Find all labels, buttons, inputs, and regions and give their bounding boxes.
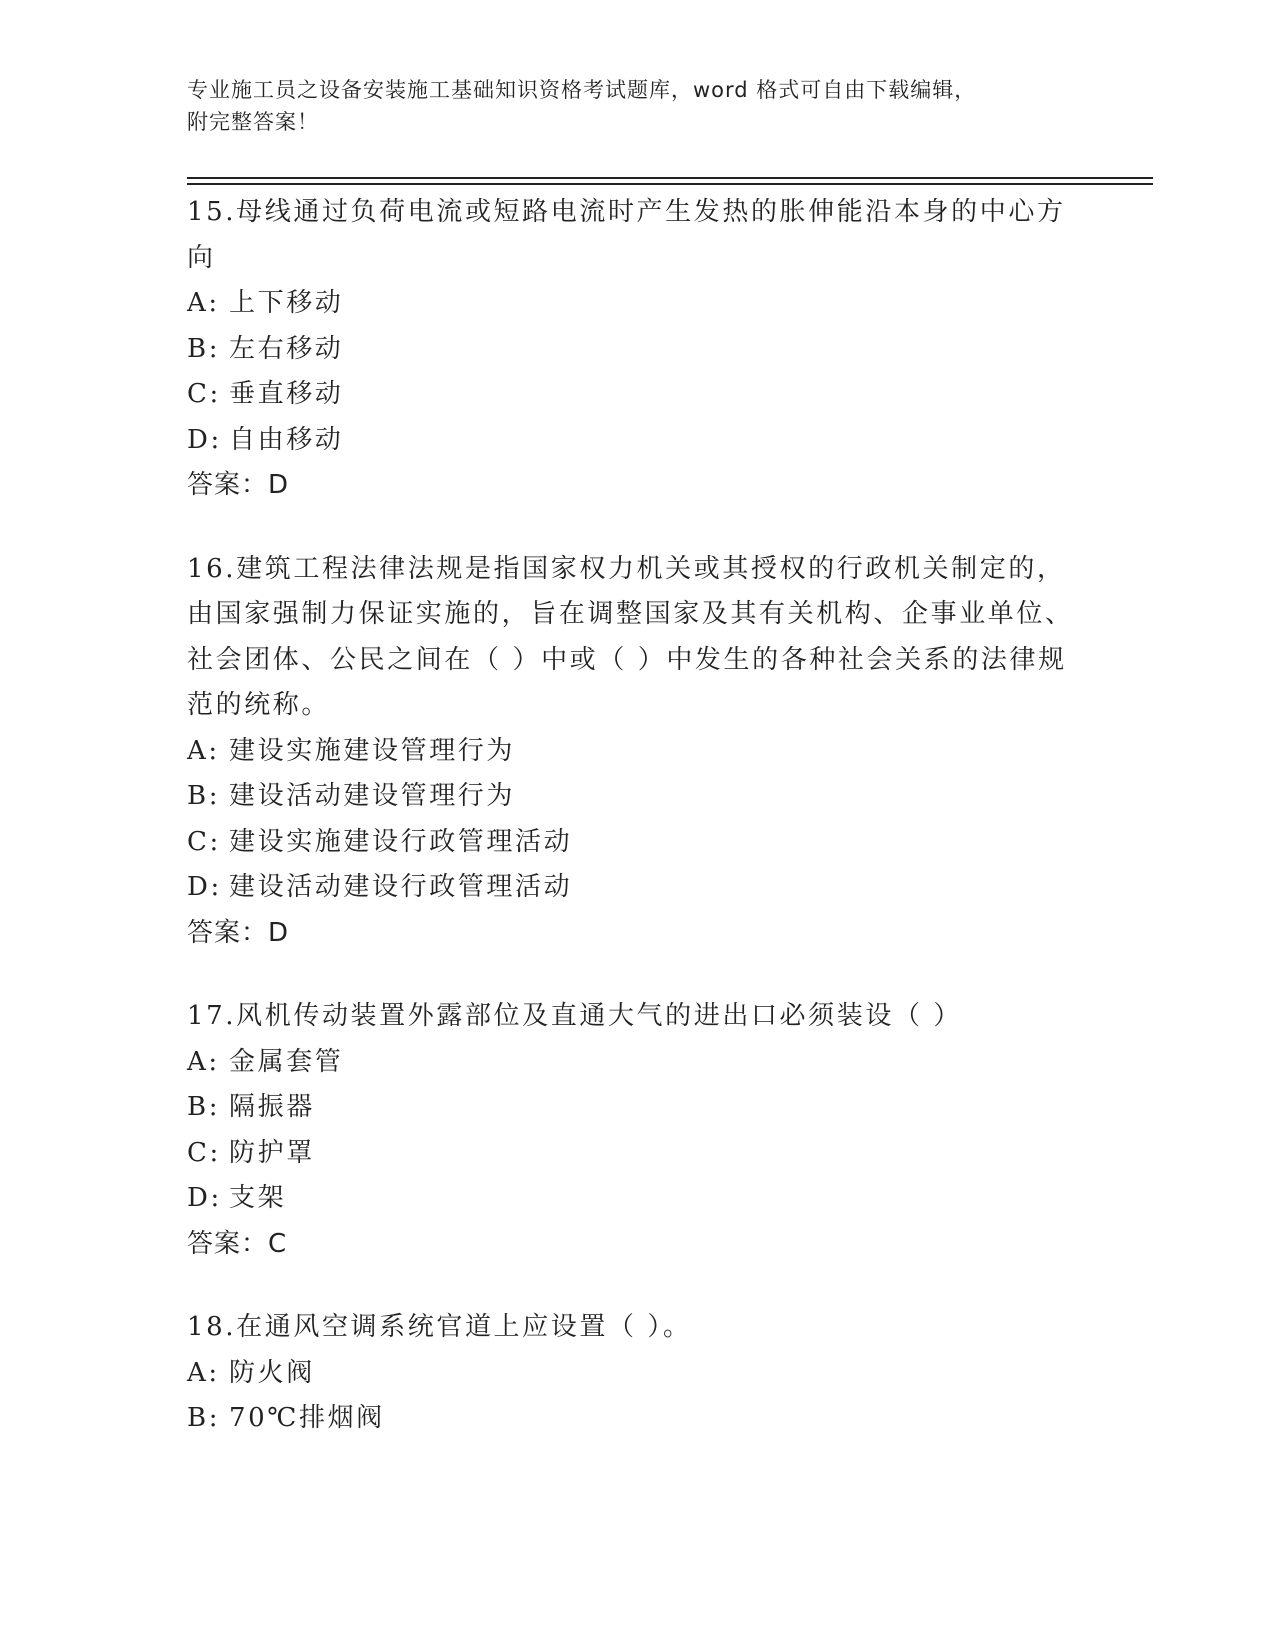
option-text: 自由移动 xyxy=(229,424,344,455)
header-line-2: 附完整答案！ xyxy=(187,110,319,134)
option-text: 建设活动建设管理行为 xyxy=(229,781,516,811)
header-divider-top xyxy=(187,177,1153,179)
question-17 xyxy=(187,994,1087,1267)
option-text: 上下移动 xyxy=(229,288,344,318)
option-text: 左右移动 xyxy=(229,333,344,364)
header-divider-bottom xyxy=(187,183,1153,185)
option-text: 建设实施建设管理行为 xyxy=(229,735,516,766)
question-text: 16.建筑工程法律法规是指国家权力机关或其授权的行政机关制定的，由国家强制力保证实施的，旨在调整国家及其有关机构、企事业单位、社会团体、公民之间在（ ）中或（ ）中发生的各种社会关系的法律规范的统称。 xyxy=(187,553,1074,720)
option-text: 支架 xyxy=(229,1183,287,1213)
option-text: 垂直移动 xyxy=(229,379,344,409)
option-text: 隔振器 xyxy=(229,1092,315,1122)
answer-line: 答案：C xyxy=(187,1228,288,1259)
option-d: D: 支架 xyxy=(187,1183,287,1213)
document-header xyxy=(187,74,1067,138)
answer-line: 答案：D xyxy=(187,470,290,500)
question-text: 18.在通风空调系统官道上应设置（ ）。 xyxy=(187,1312,692,1342)
question-list xyxy=(187,190,1087,1480)
answer-line: 答案：D xyxy=(187,917,290,948)
option-text: 建设活动建设行政管理活动 xyxy=(229,872,573,902)
option-c: C: 垂直移动 xyxy=(187,379,344,409)
question-18 xyxy=(187,1305,1087,1442)
option-c: C: 防护罩 xyxy=(187,1137,315,1168)
header-line-1: 专业施工员之设备安装施工基础知识资格考试题库，word 格式可自由下载编辑， xyxy=(187,78,977,102)
option-a: A: 上下移动 xyxy=(187,288,344,318)
option-text: 建设实施建设行政管理活动 xyxy=(229,826,573,857)
option-d: D: 自由移动 xyxy=(187,424,344,455)
option-c: C: 建设实施建设行政管理活动 xyxy=(187,826,573,857)
option-b: B: 隔振器 xyxy=(187,1092,315,1122)
option-a: A: 建设实施建设管理行为 xyxy=(187,735,516,766)
option-b: B: 左右移动 xyxy=(187,333,344,364)
question-15 xyxy=(187,190,1087,509)
question-16 xyxy=(187,547,1087,957)
option-text: 70℃排烟阀 xyxy=(229,1403,385,1433)
question-text: 15.母线通过负荷电流或短路电流时产生发热的胀伸能沿本身的中心方向 xyxy=(187,197,1066,273)
option-b: B: 建设活动建设管理行为 xyxy=(187,781,516,811)
option-d: D: 建设活动建设行政管理活动 xyxy=(187,872,573,902)
option-text: 防护罩 xyxy=(229,1137,315,1168)
option-a: A: 金属套管 xyxy=(187,1046,344,1077)
option-text: 金属套管 xyxy=(229,1046,344,1077)
option-a: A: 防火阀 xyxy=(187,1357,315,1388)
option-b: B: 70℃排烟阀 xyxy=(187,1403,385,1433)
question-text: 17.风机传动装置外露部位及直通大气的进出口必须装设（ ） xyxy=(187,1001,963,1031)
option-text: 防火阀 xyxy=(229,1357,315,1388)
